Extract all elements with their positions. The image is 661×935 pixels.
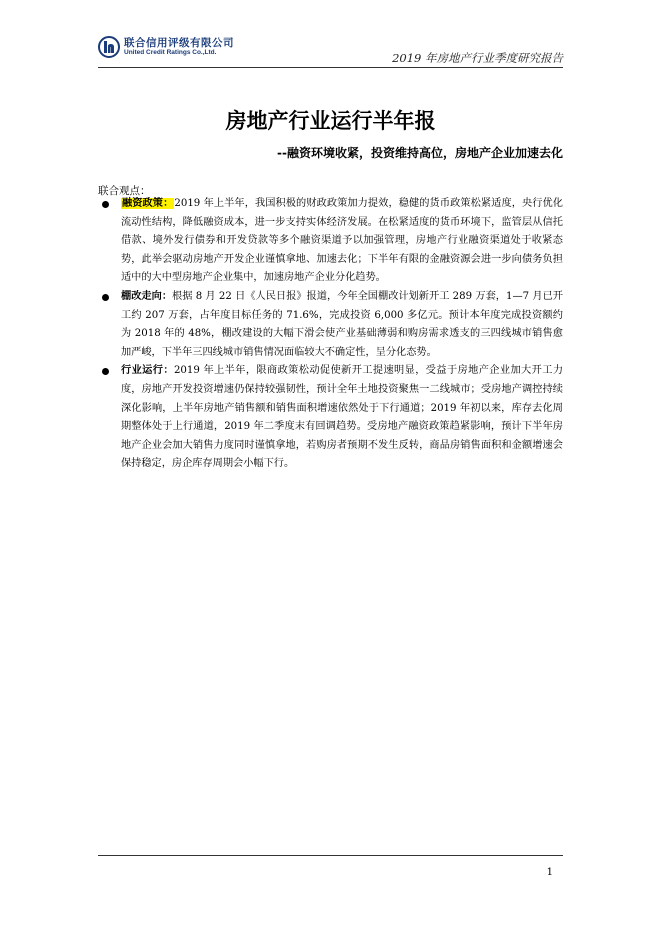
document-title: 房地产行业运行半年报 xyxy=(225,109,436,133)
bullet-icon xyxy=(102,294,109,301)
point-label: 棚改走向： xyxy=(121,290,173,302)
page-number: 1 xyxy=(546,867,553,878)
point-text: 2019 年上半年，限商政策松动促使新开工提速明显，受益于房地产企业加大开工力度，房地产开发投资增速仍保持较强韧性，预计全年土地投资聚焦一二线城市；受房地产调控持续深化影响，上半年房地产销售额和销售面积增速依然处于下行通道；2019 年初以来，库存去化周期整体处于上行通道，2019 年二季度末有回调趋势。受房地产融资政策趋紧影响，预计下半年房地产企业会加大销售力度同时谨慎拿地，若购房者预期不发生反转，商品房销售面积和金额增速会保持稳定，房企库存周期会小幅下行。 xyxy=(121,365,564,470)
list-item-financing-policy xyxy=(98,195,563,288)
company-logo xyxy=(98,36,234,58)
footer-divider xyxy=(98,855,563,856)
document-subtitle: --融资环境收紧，投资维持高位，房地产企业加速去化 xyxy=(277,146,563,160)
point-label: 融资政策： xyxy=(122,198,174,209)
key-points-list xyxy=(98,195,563,474)
header-divider xyxy=(98,67,563,68)
bullet-icon xyxy=(102,201,109,208)
logo-english-name: United Credit Ratings Co.,Ltd. xyxy=(124,49,217,56)
report-name: 2019 年房地产行业季度研究报告 xyxy=(392,51,563,65)
point-text: 2019 年上半年，我国积极的财政政策加力提效，稳健的货币政策松紧适度，央行优化流动性结构，降低融资成本，进一步支持实体经济发展。在松紧适度的货币环境下，监管层从信托借款、境外发行债券和开发贷款等多个融资渠道予以加强管理，房地产行业融资渠道处于收紧态势，此举会驱动房地产开发企业谨慎拿地、加速去化；下半年有限的金融资源会进一步向债务负担适中的大中型房地产企业集中，加速房地产企业分化趋势。 xyxy=(121,198,563,284)
bullet-icon xyxy=(102,368,109,375)
section-intro: 联合观点： xyxy=(98,185,151,197)
logo-mark-icon xyxy=(98,36,120,58)
logo-chinese-name: 联合信用评级有限公司 xyxy=(124,36,234,49)
point-label: 行业运行： xyxy=(121,365,174,377)
list-item-shantytown-renovation xyxy=(98,288,563,362)
list-item-industry-operation xyxy=(98,362,563,474)
page-header xyxy=(98,36,563,70)
point-text: 根据 8 月 22 日《人民日报》报道，今年全国棚改计划新开工 289 万套，1—7 月已开工约 207 万套，占年度目标任务的 71.6%，完成投资 6,000 多亿元。预计本年度完成投资额约为 2018 年的 48%，棚改建设的大幅下滑会使产业基础薄弱和购房需求透支的三四线城市销售愈加严峻，下半年三四线城市销售情况面临较大不确定性，呈分化态势。 xyxy=(121,290,563,358)
